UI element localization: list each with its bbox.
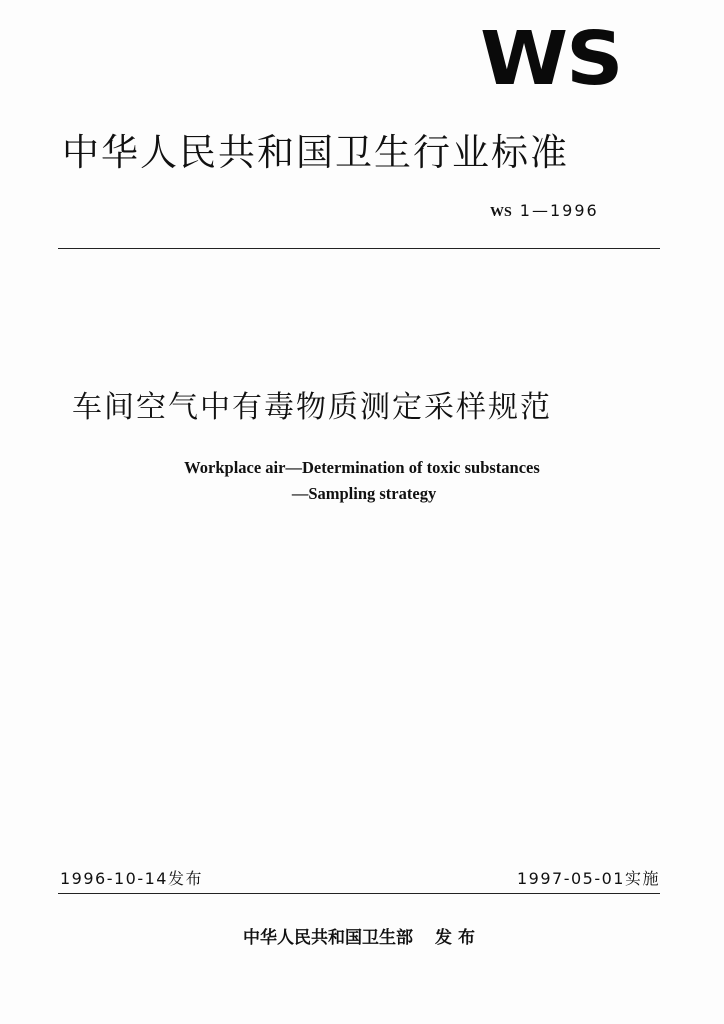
- issue-date: 1996-10-14发布: [60, 869, 203, 888]
- document-title-zh: 车间空气中有毒物质测定采样规范: [72, 390, 552, 425]
- standard-code-number: 1—1996: [519, 201, 599, 220]
- issuer-name: 中华人民共和国卫生部: [243, 928, 413, 948]
- document-title-en: [0, 455, 724, 507]
- date-row: [60, 866, 660, 892]
- standard-code-prefix: WS: [490, 205, 512, 220]
- document-title-en-line2: —Sampling strategy: [291, 484, 437, 503]
- bottom-divider: [58, 893, 660, 894]
- standard-category-title: 中华人民共和国卫生行业标准: [62, 131, 569, 174]
- document-title-en-line1: Workplace air—Determination of toxic substances: [184, 458, 540, 477]
- top-divider: [58, 248, 660, 249]
- effective-date: 1997-05-01实施: [517, 869, 660, 888]
- issuer-verb: 发布: [435, 928, 481, 948]
- issuer-line: [0, 924, 724, 952]
- ws-logo: WS: [480, 16, 622, 102]
- standard-code: [490, 200, 640, 224]
